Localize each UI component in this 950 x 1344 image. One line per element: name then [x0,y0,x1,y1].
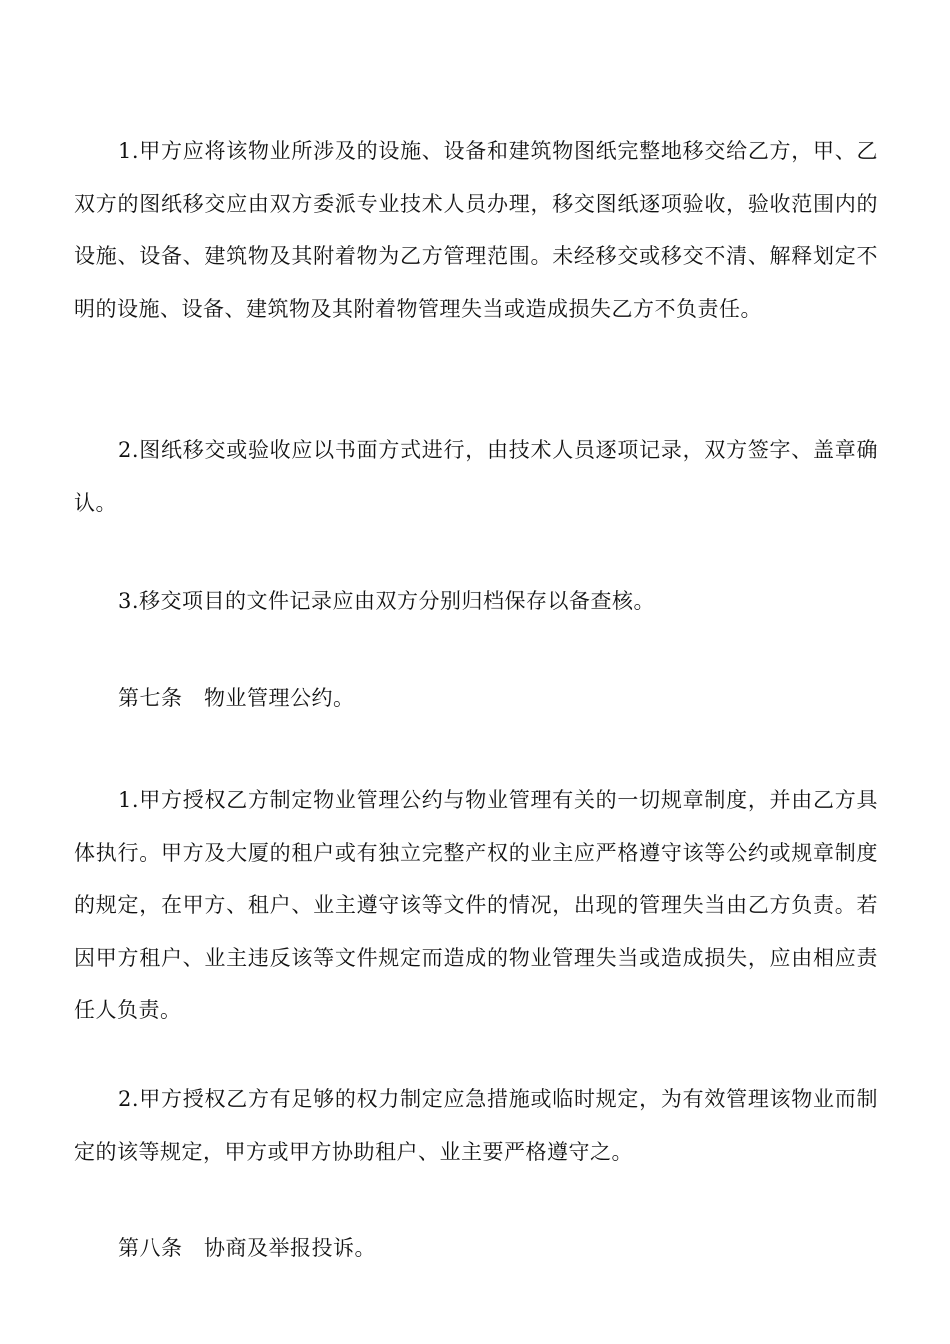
paragraph-emergency-measures: 2.甲方授权乙方有足够的权力制定应急措施或临时规定，为有效管理该物业而制定的该等规定，甲方或甲方协助租户、业主要严格遵守之。 [74,1087,878,1164]
paragraph-management-convention: 1.甲方授权乙方制定物业管理公约与物业管理有关的一切规章制度，并由乙方具体执行。甲方及大厦的租户或有独立完整产权的业主应严格遵守该等公约或规章制度的规定，在甲方、租户、业主遵守该等文件的情况，出现的管理失当由乙方负责。若因甲方租户、业主违反该等文件规定而造成的物业管理失当或造成损失，应由相应责任人负责。 [74,788,878,1022]
heading-article-eight: 第八条 协商及举报投诉。 [118,1236,376,1260]
paragraph-drawing-handover: 1.甲方应将该物业所涉及的设施、设备和建筑物图纸完整地移交给乙方，甲、乙双方的图纸移交应由双方委派专业技术人员办理，移交图纸逐项验收，验收范围内的设施、设备、建筑物及其附着物为乙方管理范围。未经移交或移交不清、解释划定不明的设施、设备、建筑物及其附着物管理失当或造成损失乙方不负责任。 [74,139,878,321]
paragraph-archive-records: 3.移交项目的文件记录应由双方分别归档保存以备查核。 [118,589,656,613]
heading-article-seven: 第七条 物业管理公约。 [118,686,355,710]
paragraph-written-acceptance: 2.图纸移交或验收应以书面方式进行，由技术人员逐项记录，双方签字、盖章确认。 [74,438,878,515]
